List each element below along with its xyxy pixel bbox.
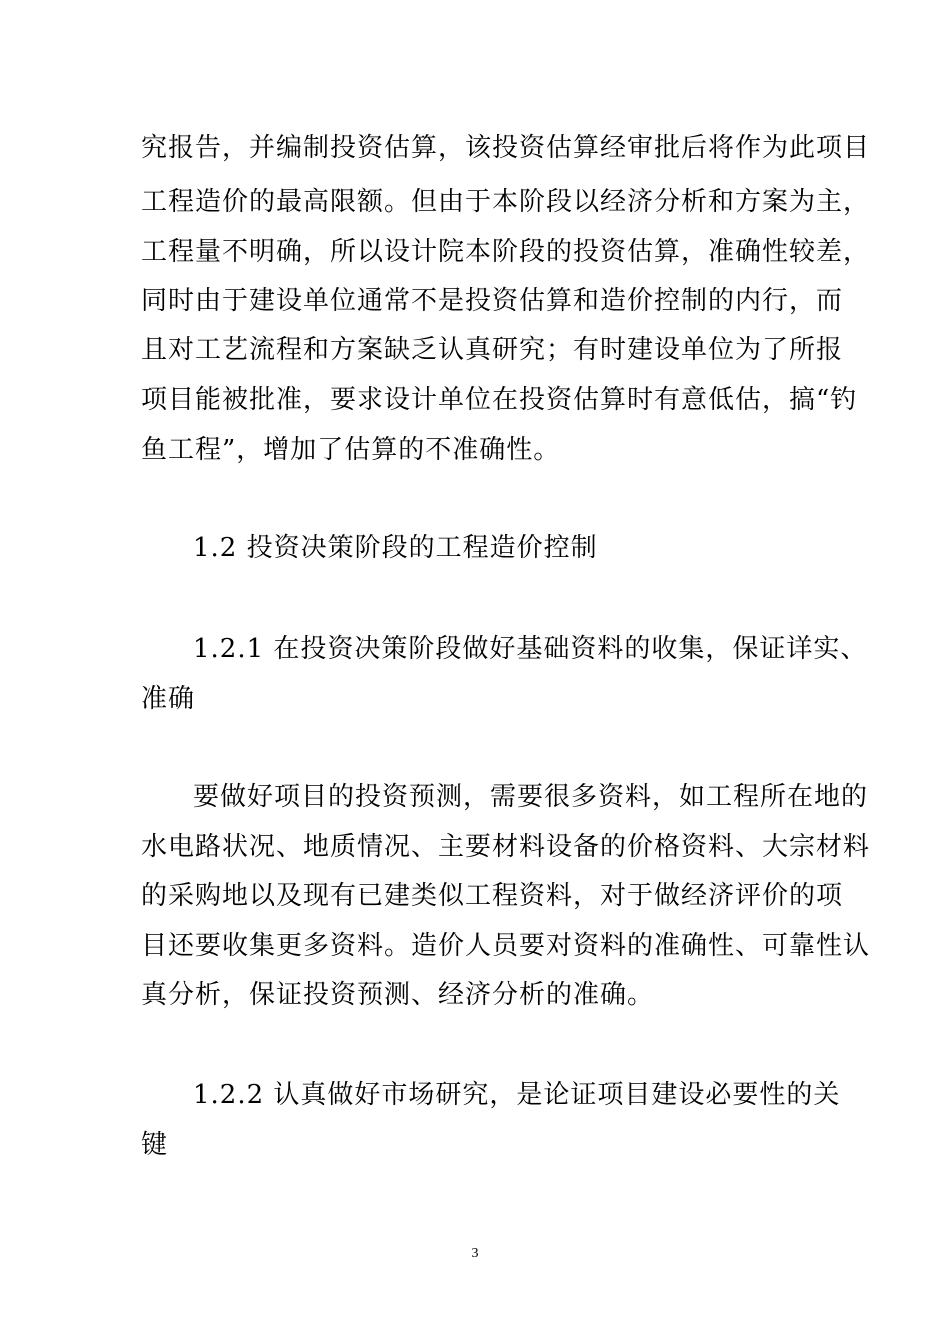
paragraph-line: 的采购地以及现有已建类似工程资料，对于做经济评价的项 xyxy=(141,881,844,911)
section-heading: 1.2 投资决策阶段的工程造价控制 xyxy=(193,533,598,563)
paragraph-line: 工程造价的最高限额。但由于本阶段以经济分析和方案为主， xyxy=(141,187,871,217)
paragraph-line: 目还要收集更多资料。造价人员要对资料的准确性、可靠性认 xyxy=(141,931,871,961)
paragraph-line: 鱼工程”，增加了估算的不准确性。 xyxy=(141,435,561,465)
paragraph-line: 水电路状况、地质情况、主要材料设备的价格资料、大宗材料 xyxy=(141,832,871,862)
paragraph-line: 究报告，并编制投资估算，该投资估算经审批后将作为此项目 xyxy=(141,133,871,163)
subsection-heading-continuation: 键 xyxy=(141,1130,169,1160)
subsection-heading: 1.2.2 认真做好市场研究，是论证项目建设必要性的关 xyxy=(193,1080,841,1110)
paragraph-line: 要做好项目的投资预测，需要很多资料，如工程所在地的 xyxy=(193,782,869,812)
subsection-heading-continuation: 准确 xyxy=(141,684,196,714)
paragraph-line: 真分析，保证投资预测、经济分析的准确。 xyxy=(141,980,655,1010)
paragraph-line: 且对工艺流程和方案缺乏认真研究；有时建设单位为了所报 xyxy=(141,335,844,365)
page-number: 3 xyxy=(471,1246,479,1261)
paragraph-line: 项目能被批准，要求设计单位在投资估算时有意低估，搞“钓 xyxy=(141,385,858,415)
paragraph-line: 工程量不明确，所以设计院本阶段的投资估算，准确性较差， xyxy=(141,237,871,267)
paragraph-line: 同时由于建设单位通常不是投资估算和造价控制的内行，而 xyxy=(141,286,844,316)
subsection-heading: 1.2.1 在投资决策阶段做好基础资料的收集，保证详实、 xyxy=(193,634,868,664)
